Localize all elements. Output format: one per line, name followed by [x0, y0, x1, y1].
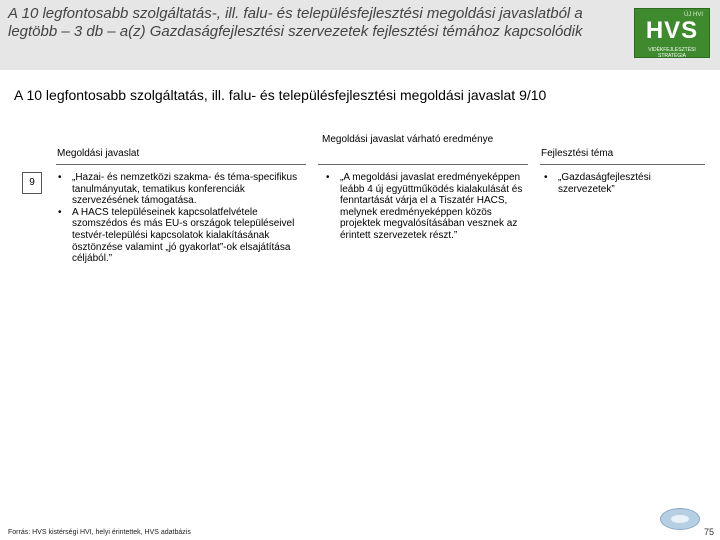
badge-highlight — [671, 515, 689, 523]
header-rule-eredmeny — [318, 164, 528, 165]
section-title: A 10 legfontosabb szolgáltatás, ill. falu- és településfejlesztési megoldási javaslat 9/10 — [14, 87, 547, 103]
javaslat-item: • „Hazai- és nemzetközi szakma- és téma-specifikus tanulmányutak, tematikus konferenciák szervezésének támogatása. — [58, 172, 310, 207]
logo-main-text: HVS — [645, 17, 699, 44]
tema-list — [544, 172, 684, 195]
header-rule-tema — [540, 164, 705, 165]
column-header-tema: Fejlesztési téma — [541, 148, 614, 159]
source-note: Forrás: HVS kistérségi HVI, helyi érintettek, HVS adatbázis — [8, 529, 191, 536]
slide-header — [0, 0, 720, 70]
tema-item: • „Gazdaságfejlesztési szervezetek” — [544, 172, 684, 195]
hvs-logo — [634, 8, 710, 58]
eredmeny-list — [326, 172, 531, 242]
column-header-eredmeny: Megoldási javaslat várható eredménye — [322, 134, 494, 145]
javaslat-list — [58, 172, 310, 265]
decorative-badge-icon — [660, 508, 700, 530]
column-header-javaslat: Megoldási javaslat — [57, 148, 140, 159]
header-title: A 10 legfontosabb szolgáltatás-, ill. falu- és településfejlesztési megoldási javaslatból a legtöbb – 3 db – a(z) Gazdaságfejlesztési szervezetek fejlesztési témához kapcsolódik — [8, 5, 583, 40]
page-number: 75 — [704, 527, 715, 537]
row-number: 9 — [22, 172, 42, 194]
javaslat-item: • A HACS településeinek kapcsolatfelvétele szomszédos és más EU-s országok településeivel testvér-települési kapcsolatok kialakításának ösztönzése valamint „jó gyakorlat”-ok elsajátítása céljából.” — [58, 207, 310, 265]
header-rule-javaslat — [56, 164, 306, 165]
eredmeny-item: • „A megoldási javaslat eredményeképpen leább 4 új együttműködés kialakulását és fenntartását várja el a Tiszatér HACS, melynek eredményeképpen közös projektek megvalósításában vesznek az érintett szervezetek részt.” — [326, 172, 531, 242]
logo-sub-text: VIDÉKFEJLESZTÉSI STRATÉGIA — [648, 47, 696, 59]
logo-top-text: ÚJ HVI — [683, 12, 703, 18]
